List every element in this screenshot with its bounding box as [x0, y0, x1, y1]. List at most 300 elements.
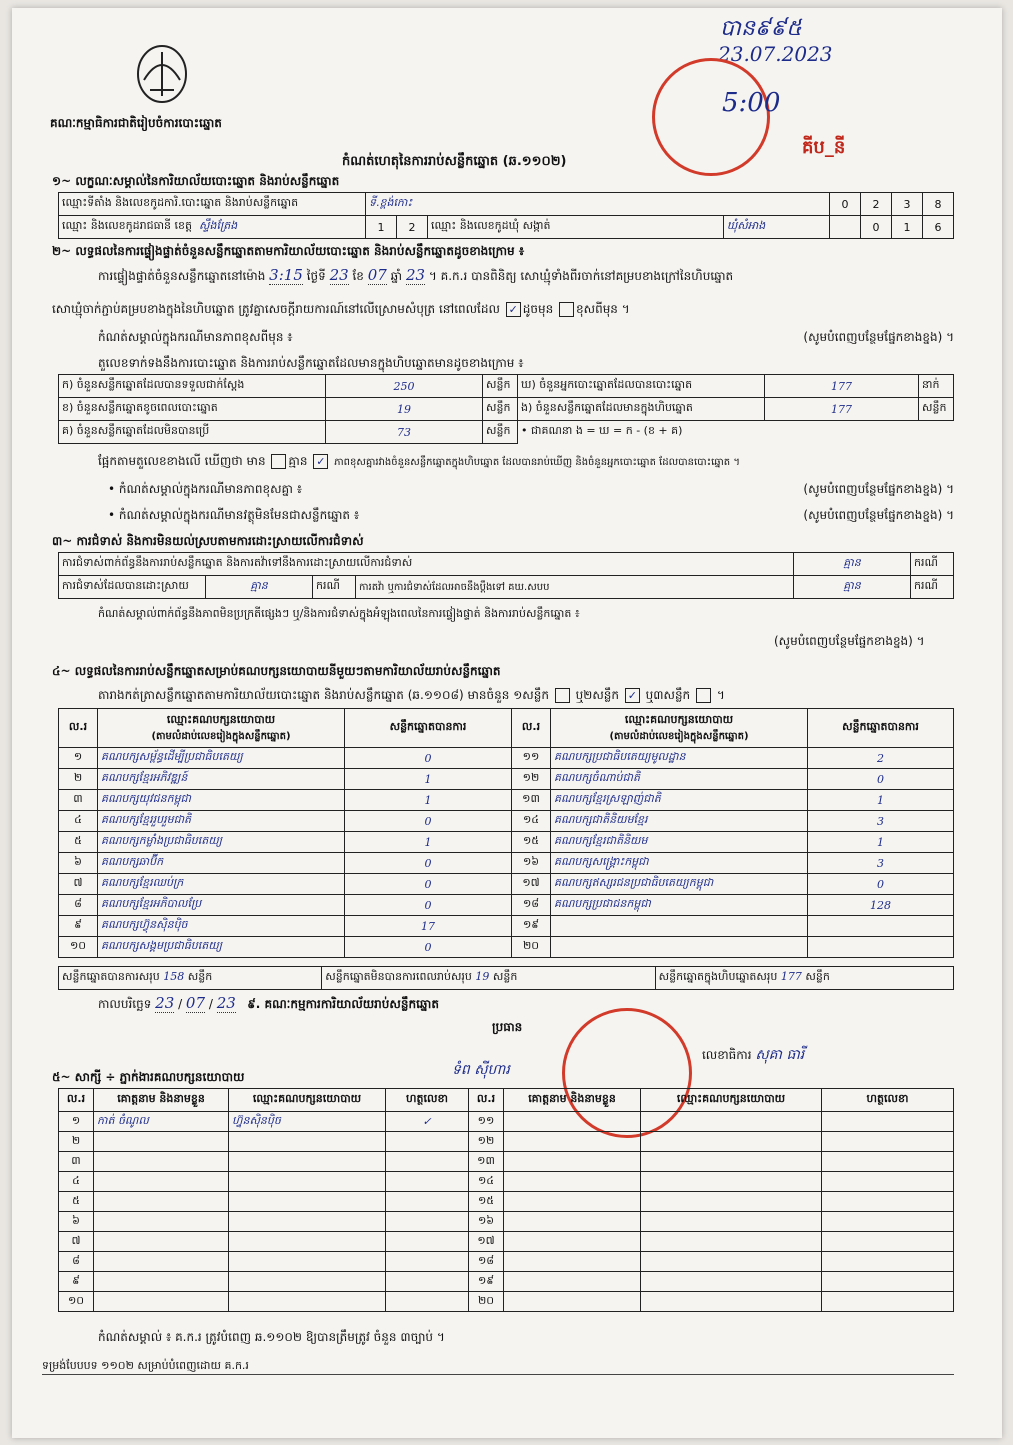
unit: សន្លឹក	[187, 970, 213, 983]
party-name: គណបក្សខ្មែរឈប់ក្រ	[98, 874, 345, 895]
witness-party	[641, 1192, 822, 1212]
table-row	[59, 1192, 954, 1212]
party-name: គណបក្សខ្មែរអភិវឌ្ឍន៍	[98, 769, 345, 790]
vote-count: 0	[345, 853, 512, 874]
chair-label: ប្រធាន	[492, 1020, 523, 1034]
total-invalid-value: 19	[475, 970, 490, 983]
fill-hint: (សូមបំពេញបន្ថែមផ្នែកខាងខ្នង) ។	[803, 330, 954, 344]
result-tail: ភាពខុសគ្នារវាងចំនួនសន្លឹកឆ្នោតក្នុងហិបឆ្នោត ដែលបានរាប់ឃើញ និងចំនួនអ្នកបោះឆ្នោត ដែលបានបោះឆ្នោត ។	[334, 457, 740, 468]
party-name: គណបក្សសម្ព័ន្ធដើម្បីប្រជាធិបតេយ្យ	[98, 748, 345, 769]
witness-name	[94, 1192, 229, 1212]
witness-signature	[386, 1292, 469, 1312]
vote-count: 17	[345, 916, 512, 937]
party-name: គណបក្សសង្គ្រោះកម្ពុជា	[551, 853, 808, 874]
fill-hint: (សូមបំពេញបន្ថែមផ្នែកខាងខ្នង) ។	[803, 508, 954, 522]
col-party: ឈ្មោះគណបក្សនយោបាយ	[641, 1089, 822, 1112]
witness-name	[504, 1272, 641, 1292]
party-no: ១៩	[512, 916, 551, 937]
one-sheet-checkbox[interactable]	[555, 688, 570, 703]
witness-signature	[386, 1272, 469, 1292]
vote-count: 0	[808, 769, 954, 790]
party-no: ១៧	[512, 874, 551, 895]
count-label: ឃ) ចំនួនអ្នកបោះឆ្នោតដែលបានបោះឆ្នោត	[518, 375, 765, 398]
witness-party	[229, 1272, 386, 1292]
count-value: 177	[765, 375, 919, 398]
table-row	[59, 1152, 954, 1172]
witness-party	[641, 1252, 822, 1272]
count-unit: សន្លឹក	[483, 421, 518, 444]
witness-name	[504, 1192, 641, 1212]
party-no: ១	[59, 748, 98, 769]
total-invalid-label: សន្លឹកឆ្នោតមិនបានការពេលរាប់សរុប	[325, 970, 472, 983]
witness-no: ៤	[59, 1172, 94, 1192]
location-code-digit: 2	[861, 193, 892, 216]
two-sheet-label: ឬ២សន្លឹក	[575, 688, 619, 702]
witness-party	[641, 1152, 822, 1172]
diff-note-label: កំណត់សម្គាល់ក្នុងករណីមានភាពខុសពីមុន ៖	[98, 330, 293, 344]
table-row	[59, 1212, 954, 1232]
location-code-digit: 0	[830, 193, 861, 216]
vote-count: 3	[808, 853, 954, 874]
objection-table	[58, 552, 954, 599]
count-value: 177	[765, 398, 919, 421]
three-sheet-checkbox[interactable]	[696, 688, 711, 703]
col-name: គោត្តនាម និងនាមខ្លួន	[504, 1089, 641, 1112]
witness-signature	[822, 1252, 954, 1272]
witness-no: ១	[59, 1112, 94, 1132]
objection-label: ការជំទាស់ពាក់ព័ន្ធនឹងការរាប់សន្លឹកឆ្នោត និងការតវ៉ាទៅនឹងការដោះស្រាយលើការជំទាស់	[59, 553, 794, 576]
label: ខែ	[352, 269, 364, 283]
party-no: ១២	[512, 769, 551, 790]
table-row	[59, 1132, 954, 1152]
witness-party	[229, 1152, 386, 1172]
bullet-diff-label: • កំណត់សម្គាល់ក្នុងករណីមានភាពខុសគ្នា ៖	[108, 482, 303, 496]
witness-no: ១៥	[469, 1192, 504, 1212]
count-label: គ) ចំនួនសន្លឹកឆ្នោតដែលមិនបានប្រើ	[59, 421, 326, 444]
witness-signature	[386, 1132, 469, 1152]
cases-label: ករណី	[313, 576, 356, 599]
party-name: គណបក្សប្រជាធិបតេយ្យមូលដ្ឋាន	[551, 748, 808, 769]
col-sign: ហត្ថលេខា	[386, 1089, 469, 1112]
fill-hint: (សូមបំពេញបន្ថែមផ្នែកខាងខ្នង) ។	[803, 482, 954, 496]
province-label-text: ឈ្មោះ និងលេខកូដរាជធានី ខេត្ត	[62, 219, 192, 232]
cases-label: ករណី	[911, 576, 954, 599]
party-name: គណបក្សឥស្សរជនប្រជាធិបតេយ្យកម្ពុជា	[551, 874, 808, 895]
party-no: ៣	[59, 790, 98, 811]
party-name: គណបក្សយុវជនកម្ពុជា	[98, 790, 345, 811]
witness-signature	[386, 1232, 469, 1252]
party-no: ៩	[59, 916, 98, 937]
committee-label: ៩. គណៈកម្មការការិយាល័យរាប់សន្លឹកឆ្នោត	[247, 997, 439, 1011]
col-party-sub: (តាមលំដាប់លេខរៀងក្នុងសន្លឹកឆ្នោត)	[609, 730, 749, 742]
witness-no: ៧	[59, 1232, 94, 1252]
witness-signature	[822, 1292, 954, 1312]
witness-signature	[822, 1192, 954, 1212]
objection-value: គ្មាន	[794, 553, 911, 576]
party-name	[551, 937, 808, 958]
total-valid-label: សន្លឹកឆ្នោតបានការសរុប	[62, 970, 160, 983]
party-no: ៧	[59, 874, 98, 895]
witness-signature	[822, 1272, 954, 1292]
location-label: ឈ្មោះទីតាំង និងលេខកូដការិ.បោះឆ្នោត និងរាប់សន្លឹកឆ្នោត	[59, 193, 366, 216]
section2-title: ២~ លទ្ធផលនៃការផ្ទៀងផ្ទាត់ចំនួនសន្លឹកឆ្នោតតាមការិយាល័យបោះឆ្នោត និងរាប់សន្លឹកឆ្នោតដូចខាងក្រោម ៖	[52, 244, 525, 258]
witness-no: ១១	[469, 1112, 504, 1132]
vote-count: 1	[345, 790, 512, 811]
table-row	[59, 1272, 954, 1292]
unit: សន្លឹក	[492, 970, 518, 983]
province-value: ស្ទឹងត្រែង	[199, 219, 238, 232]
witness-party	[229, 1192, 386, 1212]
party-name: គណបក្សសង្គមប្រជាធិបតេយ្យ	[98, 937, 345, 958]
witness-name	[94, 1232, 229, 1252]
date-month: 07	[185, 994, 206, 1012]
location-code-digit: 3	[892, 193, 923, 216]
diff-note	[98, 330, 954, 345]
party-name: គណបក្សឆាប៊ីក	[98, 853, 345, 874]
table-row	[59, 1232, 954, 1252]
table-row	[59, 895, 954, 916]
witness-party	[229, 1212, 386, 1232]
date-day: 23	[155, 994, 175, 1012]
table-row	[59, 811, 954, 832]
party-name: គណបក្សប្រជាជនកម្ពុជា	[551, 895, 808, 916]
witness-no: ១៩	[469, 1272, 504, 1292]
table-row	[59, 1292, 954, 1312]
province-code-digit: 1	[366, 216, 397, 239]
handwritten-time: 5:00	[722, 88, 781, 118]
label: ថ្ងៃទី	[306, 269, 326, 283]
vote-count	[808, 916, 954, 937]
witness-party	[641, 1232, 822, 1252]
party-no: ៦	[59, 853, 98, 874]
witness-signature	[386, 1212, 469, 1232]
party-name: គណបក្សជាតិនិយមខ្មែរ	[551, 811, 808, 832]
total-valid-value: 158	[163, 970, 185, 983]
appeal-label: ការតវ៉ា ឬការជំទាស់ដែលអាចនឹងប្ដឹងទៅ គឃ.សបប	[356, 576, 794, 599]
table-row	[59, 874, 954, 895]
witness-name: កាត់ ចំណូល	[94, 1112, 229, 1132]
witness-party	[229, 1172, 386, 1192]
witness-party	[641, 1292, 822, 1312]
date-year: 23	[216, 994, 236, 1012]
party-no: ១១	[512, 748, 551, 769]
secretary	[702, 1048, 804, 1063]
count-label: ង) ចំនួនសន្លឹកឆ្នោតដែលមានក្នុងហិបឆ្នោត	[518, 398, 765, 421]
total-box-label: សន្លឹកឆ្នោតក្នុងហិបឆ្នោតសរុប	[658, 970, 778, 983]
col-party	[551, 709, 808, 748]
unit: សន្លឹក	[805, 970, 830, 983]
party-name: គណបក្សចំណាប់ជាតិ	[551, 769, 808, 790]
witness-no: ២	[59, 1132, 94, 1152]
witness-no: ៥	[59, 1192, 94, 1212]
total-invalid	[322, 967, 655, 990]
result-text: ផ្អែកតាមតួលេខខាងលើ ឃើញថា មាន	[98, 454, 266, 468]
formula: • ជាគណនា ង = ឃ = ក - (ខ + គ)	[521, 424, 683, 438]
bullet-object-label: • កំណត់សម្គាល់ក្នុងករណីមានវត្ថុមិនមែនជាសន្លឹកឆ្នោត ៖	[108, 508, 360, 522]
total-box-value: 177	[780, 970, 802, 983]
location-table	[58, 192, 954, 239]
date-label: កាលបរិច្ឆេទ	[98, 997, 152, 1011]
witness-no: ១៣	[469, 1152, 504, 1172]
witness-no: ៣	[59, 1152, 94, 1172]
commune-code-digit: 1	[892, 216, 923, 239]
two-sheet-checkbox[interactable]: ✓	[625, 688, 640, 703]
witness-name	[504, 1132, 641, 1152]
emblem-icon	[132, 40, 192, 110]
org-name: គណៈកម្មាធិការជាតិរៀបចំការបោះឆ្នោត	[50, 116, 222, 130]
witness-signature	[822, 1212, 954, 1232]
witness-no: ៦	[59, 1212, 94, 1232]
witness-name	[94, 1212, 229, 1232]
table-row	[59, 916, 954, 937]
witness-name	[94, 1272, 229, 1292]
count-unit: សន្លឹក	[919, 398, 954, 421]
witness-signature	[386, 1152, 469, 1172]
commune-label: ឈ្មោះ និងលេខកូដឃុំ សង្កាត់	[428, 216, 724, 239]
count-value: 250	[326, 375, 483, 398]
section3-title: ៣~ ការជំទាស់ និងការមិនយល់ស្របតាមការដោះស្រាយលើការជំទាស់	[52, 534, 364, 548]
form-title: កំណត់ហេតុនៃការរាប់សន្លឹកឆ្នោត (ឆ.១១០២)	[342, 154, 567, 169]
same-label: ដូចមុន	[522, 302, 554, 316]
witness-party	[641, 1212, 822, 1232]
witness-name	[504, 1252, 641, 1272]
witness-name	[94, 1292, 229, 1312]
party-no: ២០	[512, 937, 551, 958]
vote-count: 2	[808, 748, 954, 769]
party-no: ៥	[59, 832, 98, 853]
witness-no: ២០	[469, 1292, 504, 1312]
vote-count: 0	[345, 937, 512, 958]
witness-name	[94, 1252, 229, 1272]
table-row	[59, 1112, 954, 1132]
handwritten-date: 23.07.2023	[718, 42, 833, 66]
count-unit: សន្លឹក	[483, 398, 518, 421]
diff-checkbox[interactable]	[559, 302, 574, 317]
witness-name	[504, 1232, 641, 1252]
vote-count: 1	[808, 832, 954, 853]
location-value: ទី.ខ្ពង់កោះ	[366, 193, 830, 216]
none-checkbox[interactable]: ✓	[313, 454, 328, 469]
witness-no: ១០	[59, 1292, 94, 1312]
vote-count: 0	[345, 748, 512, 769]
irregularity-note: កំណត់សម្គាល់ពាក់ព័ន្ធនឹងភាពមិនប្រក្រតីផ្សេងៗ ឬ/និងការជំទាស់ក្នុងអំឡុងពេលនៃការផ្ទៀងផ្ទាត់ និងការរាប់សន្លឹកឆ្នោត ៖	[98, 607, 580, 620]
chair-signature: ទំព ស៊ីហារ	[452, 1062, 510, 1078]
handwritten-note: គីប_នី	[802, 137, 846, 158]
witness-party	[229, 1232, 386, 1252]
witness-table	[58, 1088, 954, 1312]
three-sheet-label: ឬ៣សន្លឹក	[645, 688, 691, 702]
witness-party: ហ្វ៊ុនស៊ិនប៉ិច	[229, 1112, 386, 1132]
witness-signature	[822, 1152, 954, 1172]
party-name: គណបក្សខ្មែរអភិបាលប្រែ	[98, 895, 345, 916]
col-votes: សន្លឹកឆ្នោតបានការ	[345, 709, 512, 748]
party-name: គណបក្សកម្លាំងប្រជាធិបតេយ្យ	[98, 832, 345, 853]
none-label: គ្មាន	[288, 454, 308, 468]
witness-party	[641, 1112, 822, 1132]
col-party-title: ឈ្មោះគណបក្សនយោបាយ	[166, 712, 276, 726]
witness-name	[94, 1172, 229, 1192]
col-no: ល.រ	[59, 709, 98, 748]
witness-name	[504, 1172, 641, 1192]
witness-party	[229, 1132, 386, 1152]
count-intro: តួលេខទាក់ទងនឹងការបោះឆ្នោត និងការរាប់សន្លឹកឆ្នោតដែលមានក្នុងហិបឆ្នោតមានដូចខាងក្រោម ៖	[98, 356, 524, 370]
party-name: គណបក្សខ្មែរស្រឡាញ់ជាតិ	[551, 790, 808, 811]
witness-signature: ✓	[386, 1112, 469, 1132]
verification-line	[98, 268, 733, 284]
bullet-object	[108, 508, 954, 523]
table-row	[59, 937, 954, 958]
table-row	[59, 790, 954, 811]
total-box	[655, 967, 953, 990]
party-name: គណបក្សខ្មែរជាតិនិយម	[551, 832, 808, 853]
handwritten-receipt: បាន៩៩៥	[720, 16, 802, 41]
province-code-digit: 2	[397, 216, 428, 239]
section4-title: ៤~ លទ្ធផលនៃការរាប់សន្លឹកឆ្នោតសម្រាប់គណបក្សនយោបាយនីមួយៗតាមការិយាល័យរាប់សន្លឹកឆ្នោត	[52, 664, 501, 678]
party-no: ២	[59, 769, 98, 790]
vote-count: 0	[345, 895, 512, 916]
resolved-label: ការជំទាស់ដែលបានដោះស្រាយ	[59, 576, 206, 599]
commune-code-digit: 0	[861, 216, 892, 239]
fill-hint: (សូមបំពេញបន្ថែមផ្នែកខាងខ្នង) ។	[774, 634, 925, 648]
witness-name	[94, 1152, 229, 1172]
witness-signature	[822, 1232, 954, 1252]
table-row	[59, 1252, 954, 1272]
verify-day: 23	[329, 266, 349, 284]
witness-signature	[386, 1172, 469, 1192]
vote-table	[58, 708, 954, 958]
party-no: ១៨	[512, 895, 551, 916]
party-no: ១៤	[512, 811, 551, 832]
province-label	[59, 216, 366, 239]
count-unit: សន្លឹក	[483, 375, 518, 398]
col-party-sub: (តាមលំដាប់លេខរៀងក្នុងសន្លឹកឆ្នោត)	[151, 730, 291, 742]
col-no: ល.រ	[59, 1089, 94, 1112]
totals-table	[58, 966, 954, 990]
party-no: ១០	[59, 937, 98, 958]
vote-count: 1	[808, 790, 954, 811]
label: ។ គ.ក.រ បានពិនិត្យ សោឃ្មុំទាំងពីរចាក់នៅគម្របខាងក្រៅនៃហិបឆ្នោត	[428, 269, 734, 283]
witness-no: ១៨	[469, 1252, 504, 1272]
table-row	[59, 853, 954, 874]
col-no: ល.រ	[512, 709, 551, 748]
witness-no: ៨	[59, 1252, 94, 1272]
sheet-count-text: តារាងកត់ត្រាសន្លឹកឆ្នោតតាមការិយាល័យបោះឆ្នោត និងរាប់សន្លឹកឆ្នោត (ឆ.១១០៨) មានចំនួន ១សន្លឹក	[98, 688, 549, 702]
section1-title: ១~ លក្ខណៈសម្គាល់នៃការិយាល័យបោះឆ្នោត និងរាប់សន្លឹកឆ្នោត	[52, 174, 340, 188]
count-unit: នាក់	[919, 375, 954, 398]
footer-form: ទម្រង់បែបបទ ១១០២ សម្រាប់បំពេញដោយ គ.ក.រ	[42, 1359, 249, 1372]
col-party	[98, 709, 345, 748]
result-line	[98, 454, 740, 470]
witness-signature	[822, 1132, 954, 1152]
col-no: ល.រ	[469, 1089, 504, 1112]
form-page	[12, 8, 1002, 1438]
date-line: កាលបរិច្ឆេទ 23 / 07 / 23 ៩. គណៈកម្មការការិយាល័យរាប់សន្លឹកឆ្នោត	[98, 994, 439, 1012]
location-code-digit: 8	[923, 193, 954, 216]
party-no: ៤	[59, 811, 98, 832]
witness-no: ១៧	[469, 1232, 504, 1252]
col-votes: សន្លឹកឆ្នោតបានការ	[808, 709, 954, 748]
table-row	[59, 1172, 954, 1192]
vote-count: 0	[345, 811, 512, 832]
verify-month: 07	[367, 266, 387, 284]
witness-name	[504, 1112, 641, 1132]
bullet-diff	[108, 482, 954, 497]
witness-no: ១២	[469, 1132, 504, 1152]
count-label: ខ) ចំនួនសន្លឹកឆ្នោតខូចពេលបោះឆ្នោត	[59, 398, 326, 421]
party-name	[551, 916, 808, 937]
witness-signature	[822, 1172, 954, 1192]
vote-count: 0	[808, 874, 954, 895]
vote-count	[808, 937, 954, 958]
witness-signature	[822, 1112, 954, 1132]
witness-name	[504, 1292, 641, 1312]
appeal-value: គ្មាន	[794, 576, 911, 599]
vote-count: 0	[345, 874, 512, 895]
secretary-label: លេខាធិការ	[702, 1048, 752, 1062]
diff-label: ខុសពីមុន	[576, 302, 618, 316]
blank-cell	[830, 216, 861, 239]
seal-text: សោឃ្មុំចាក់ភ្ជាប់គម្របខាងក្នុងនៃហិបឆ្នោត ត្រូវគ្នាសេចក្ដីរាយការណ៍នៅលើស្រោមសំបុត្រ នៅពេលដែល	[52, 302, 500, 316]
commune-value: ឃុំសំអាង	[723, 216, 829, 239]
witness-party	[641, 1272, 822, 1292]
witness-no: ៩	[59, 1272, 94, 1292]
vote-count: 128	[808, 895, 954, 916]
col-name: គោត្តនាម និងនាមខ្លួន	[94, 1089, 229, 1112]
verify-year: 23	[405, 266, 426, 284]
count-table	[58, 374, 954, 444]
table-row	[59, 832, 954, 853]
footer-divider	[42, 1374, 954, 1375]
party-name: គណបក្សហ៊្វុនស៊ិនប៉ិច	[98, 916, 345, 937]
witness-party	[641, 1132, 822, 1152]
verify-time: 3:15	[269, 266, 303, 284]
table-row	[59, 748, 954, 769]
sheet-count-line: តារាងកត់ត្រាសន្លឹកឆ្នោតតាមការិយាល័យបោះឆ្នោត និងរាប់សន្លឹកឆ្នោត (ឆ.១១០៨) មានចំនួន ១សន្លឹក ឬ២សន្លឹក ✓ ឬ៣សន្លឹក ។	[98, 688, 725, 702]
witness-party	[641, 1172, 822, 1192]
cases-label: ករណី	[911, 553, 954, 576]
seal-line: សោឃ្មុំចាក់ភ្ជាប់គម្របខាងក្នុងនៃហិបឆ្នោត ត្រូវគ្នាសេចក្ដីរាយការណ៍នៅលើស្រោមសំបុត្រ នៅពេលដែល ✓ ដូចមុន ខុសពីមុន ។	[52, 302, 630, 316]
label: ការផ្ទៀងផ្ទាត់ចំនួនសន្លឹកឆ្នោតនៅម៉ោង	[98, 269, 266, 283]
party-no: ៨	[59, 895, 98, 916]
count-value: 19	[326, 398, 483, 421]
table-row	[59, 769, 954, 790]
witness-signature	[386, 1192, 469, 1212]
count-value: 73	[326, 421, 483, 444]
witness-name	[504, 1212, 641, 1232]
resolved-value: គ្មាន	[206, 576, 313, 599]
witness-party	[229, 1292, 386, 1312]
witness-no: ១៤	[469, 1172, 504, 1192]
footer-note: កំណត់សម្គាល់ ៖ គ.ក.រ ត្រូវបំពេញ ឆ.១១០២ ឱ្យបានត្រឹមត្រូវ ចំនួន ៣ច្បាប់ ។	[98, 1330, 445, 1344]
total-valid	[59, 967, 322, 990]
secretary-signature: សុគា ធារី	[755, 1047, 805, 1063]
vote-count: 1	[345, 769, 512, 790]
count-label: ក) ចំនួនសន្លឹកឆ្នោតដែលបានទទួលជាក់ស្ដែង	[59, 375, 326, 398]
witness-name	[504, 1152, 641, 1172]
section5-title: ៥~ សាក្សី ÷ ភ្នាក់ងារគណបក្សនយោបាយ	[52, 1070, 245, 1084]
col-sign: ហត្ថលេខា	[822, 1089, 954, 1112]
vote-count: 3	[808, 811, 954, 832]
witness-signature	[386, 1252, 469, 1272]
vote-count: 1	[345, 832, 512, 853]
commune-code-digit: 6	[923, 216, 954, 239]
same-checkbox[interactable]: ✓	[506, 302, 521, 317]
party-no: ១៣	[512, 790, 551, 811]
party-name: គណបក្សខ្មែររួបរួមជាតិ	[98, 811, 345, 832]
has-checkbox[interactable]	[271, 454, 286, 469]
col-party: ឈ្មោះគណបក្សនយោបាយ	[229, 1089, 386, 1112]
witness-party	[229, 1252, 386, 1272]
